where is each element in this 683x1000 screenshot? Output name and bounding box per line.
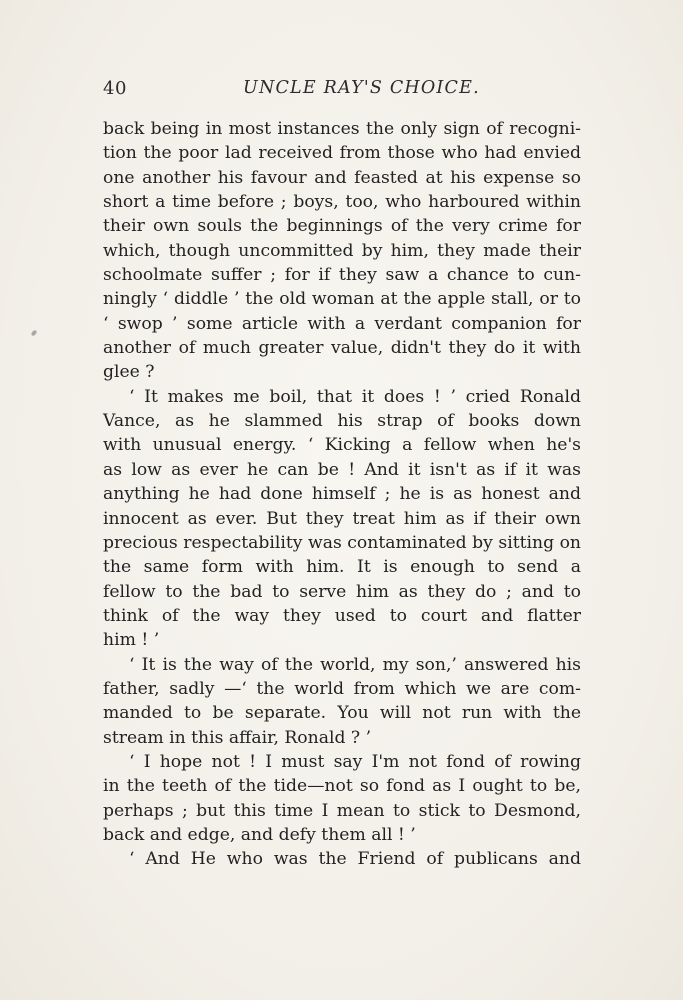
- text-line: stream in this affair, Ronald ? ’: [103, 727, 372, 748]
- text-line: which, though uncommitted by him, they made their: [103, 240, 581, 261]
- text-line: in the teeth of the tide—not so fond as I ought to be,: [103, 776, 581, 797]
- body-text: [103, 117, 581, 872]
- text-line: ‘ And He who was the Friend of publicans and: [129, 849, 581, 870]
- text-line: perhaps ; but this time I mean to stick to Desmond,: [103, 800, 581, 821]
- running-title: UNCLE RAY'S CHOICE.: [243, 78, 480, 98]
- text-line: ‘ swop ’ some article with a verdant companion for: [103, 313, 581, 334]
- text-line: tion the poor lad received from those who had envied: [103, 143, 581, 164]
- text-line: the same form with him. It is enough to send a: [103, 557, 581, 578]
- text-line: back being in most instances the only sign of recogni-: [103, 119, 581, 139]
- text-line: Vance, as he slammed his strap of books down: [103, 411, 581, 432]
- text-line: back and edge, and defy them all ! ’: [103, 824, 416, 845]
- text-line: father, sadly —‘ the world from which we are com-: [103, 678, 581, 699]
- text-line: as low as ever he can be ! And it isn't as if it was: [103, 459, 581, 480]
- text-line: their own souls the beginnings of the very crime for: [103, 216, 581, 237]
- text-line: precious respectability was contaminated by sitting on: [103, 532, 581, 553]
- text-line: schoolmate suffer ; for if they saw a chance to cun-: [103, 265, 581, 286]
- text-line: ‘ It makes me boil, that it does ! ’ cried Ronald: [129, 386, 581, 407]
- text-line: short a time before ; boys, too, who harboured within: [103, 192, 581, 213]
- text-line: him ! ’: [103, 630, 160, 651]
- text-line: one another his favour and feasted at his expense so: [103, 167, 581, 188]
- text-line: innocent as ever. But they treat him as if their own: [103, 508, 581, 529]
- text-line: ‘ I hope not ! I must say I'm not fond of rowing: [129, 751, 581, 772]
- ink-speck: [31, 329, 38, 336]
- text-line: think of the way they used to court and flatter: [103, 605, 581, 626]
- text-line: another of much greater value, didn't they do it with: [103, 338, 581, 359]
- text-line: ‘ It is the way of the world, my son,’ answered his: [129, 654, 581, 675]
- page-number: 40: [103, 78, 127, 99]
- page-header: [103, 78, 581, 102]
- text-line: anything he had done himself ; he is as honest and: [103, 484, 581, 505]
- text-line: with unusual energy. ‘ Kicking a fellow when he's: [103, 435, 581, 456]
- text-line: fellow to the bad to serve him as they do ; and to: [103, 581, 581, 602]
- text-line: manded to be separate. You will not run with the: [103, 703, 581, 724]
- text-line: glee ?: [103, 362, 155, 383]
- text-line: ningly ‘ diddle ’ the old woman at the apple stall, or to: [103, 289, 581, 310]
